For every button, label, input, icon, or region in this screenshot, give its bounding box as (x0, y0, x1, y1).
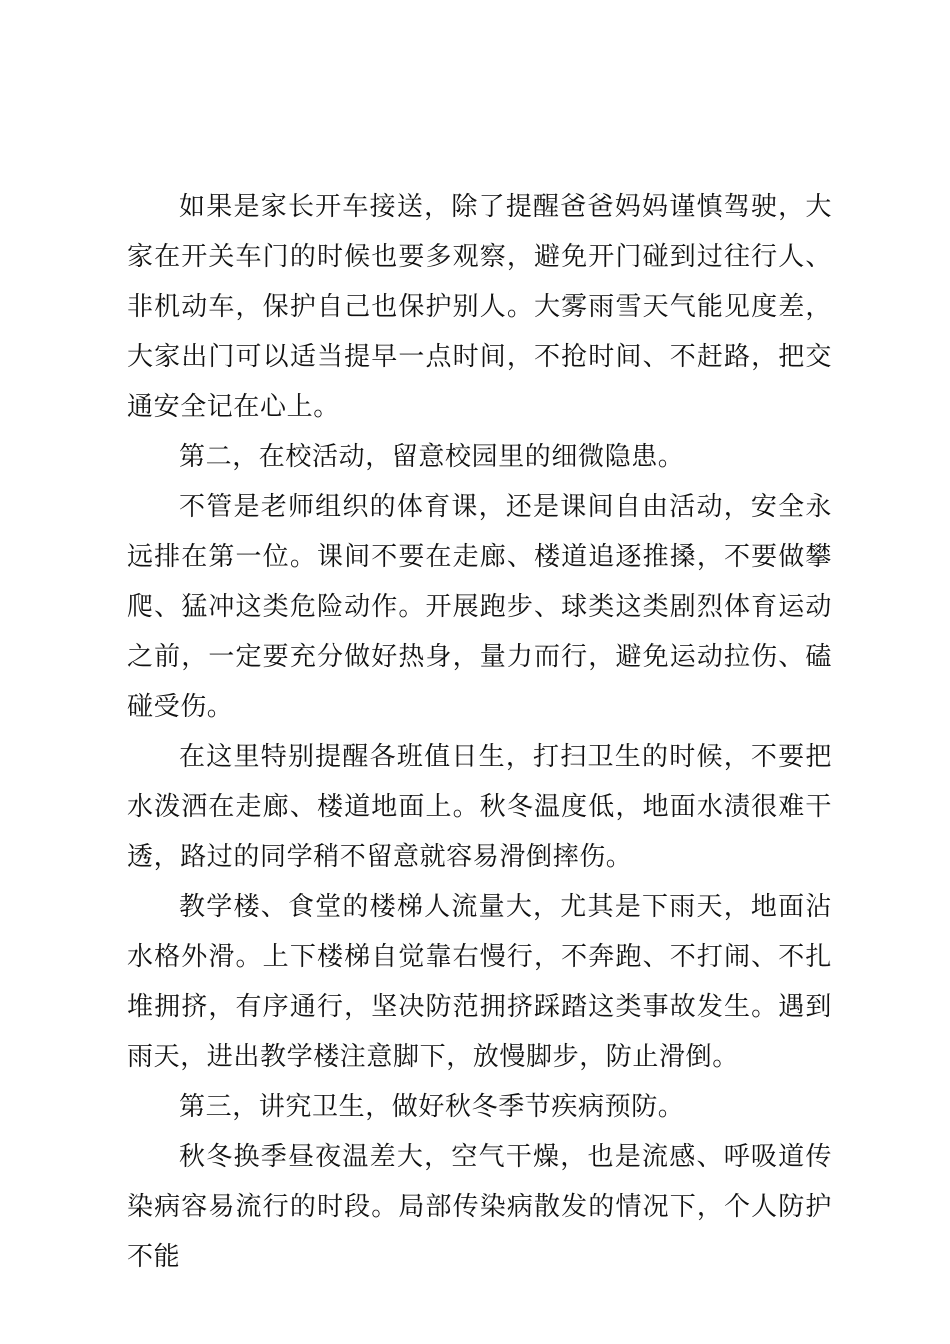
heading-disease-prevention: 第三，讲究卫生，做好秋冬季节疾病预防。 (179, 1092, 685, 1122)
document-body (127, 182, 832, 1282)
paragraph-cleaning-duty: 在这里特别提醒各班值日生，打扫卫生的时候，不要把水泼洒在走廊、楼道地面上。秋冬温度低，地面水渍很难干透，路过的同学稍不留意就容易滑倒摔伤。 (127, 742, 832, 872)
paragraph-flu-season: 秋冬换季昼夜温差大，空气干燥，也是流感、呼吸道传染病容易流行的时段。局部传染病散发的情况下，个人防护不能 (127, 1142, 832, 1272)
heading-school-activities: 第二，在校活动，留意校园里的细微隐患。 (179, 442, 685, 472)
paragraph-pe-class: 不管是老师组织的体育课，还是课间自由活动，安全永远排在第一位。课间不要在走廊、楼道追逐推搡，不要做攀爬、猛冲这类危险动作。开展跑步、球类这类剧烈体育运动之前，一定要充分做好热身，量力而行，避免运动拉伤、磕碰受伤。 (127, 492, 832, 722)
paragraph-car-safety: 如果是家长开车接送，除了提醒爸爸妈妈谨慎驾驶，大家在开关车门的时候也要多观察，避免开门碰到过往行人、非机动车，保护自己也保护别人。大雾雨雪天气能见度差，大家出门可以适当提早一点时间，不抢时间、不赶路，把交通安全记在心上。 (127, 192, 832, 422)
paragraph-stairs-safety: 教学楼、食堂的楼梯人流量大，尤其是下雨天，地面沾水格外滑。上下楼梯自觉靠右慢行，不奔跑、不打闹、不扎堆拥挤，有序通行，坚决防范拥挤踩踏这类事故发生。遇到雨天，进出教学楼注意脚下，放慢脚步，防止滑倒。 (127, 892, 832, 1072)
